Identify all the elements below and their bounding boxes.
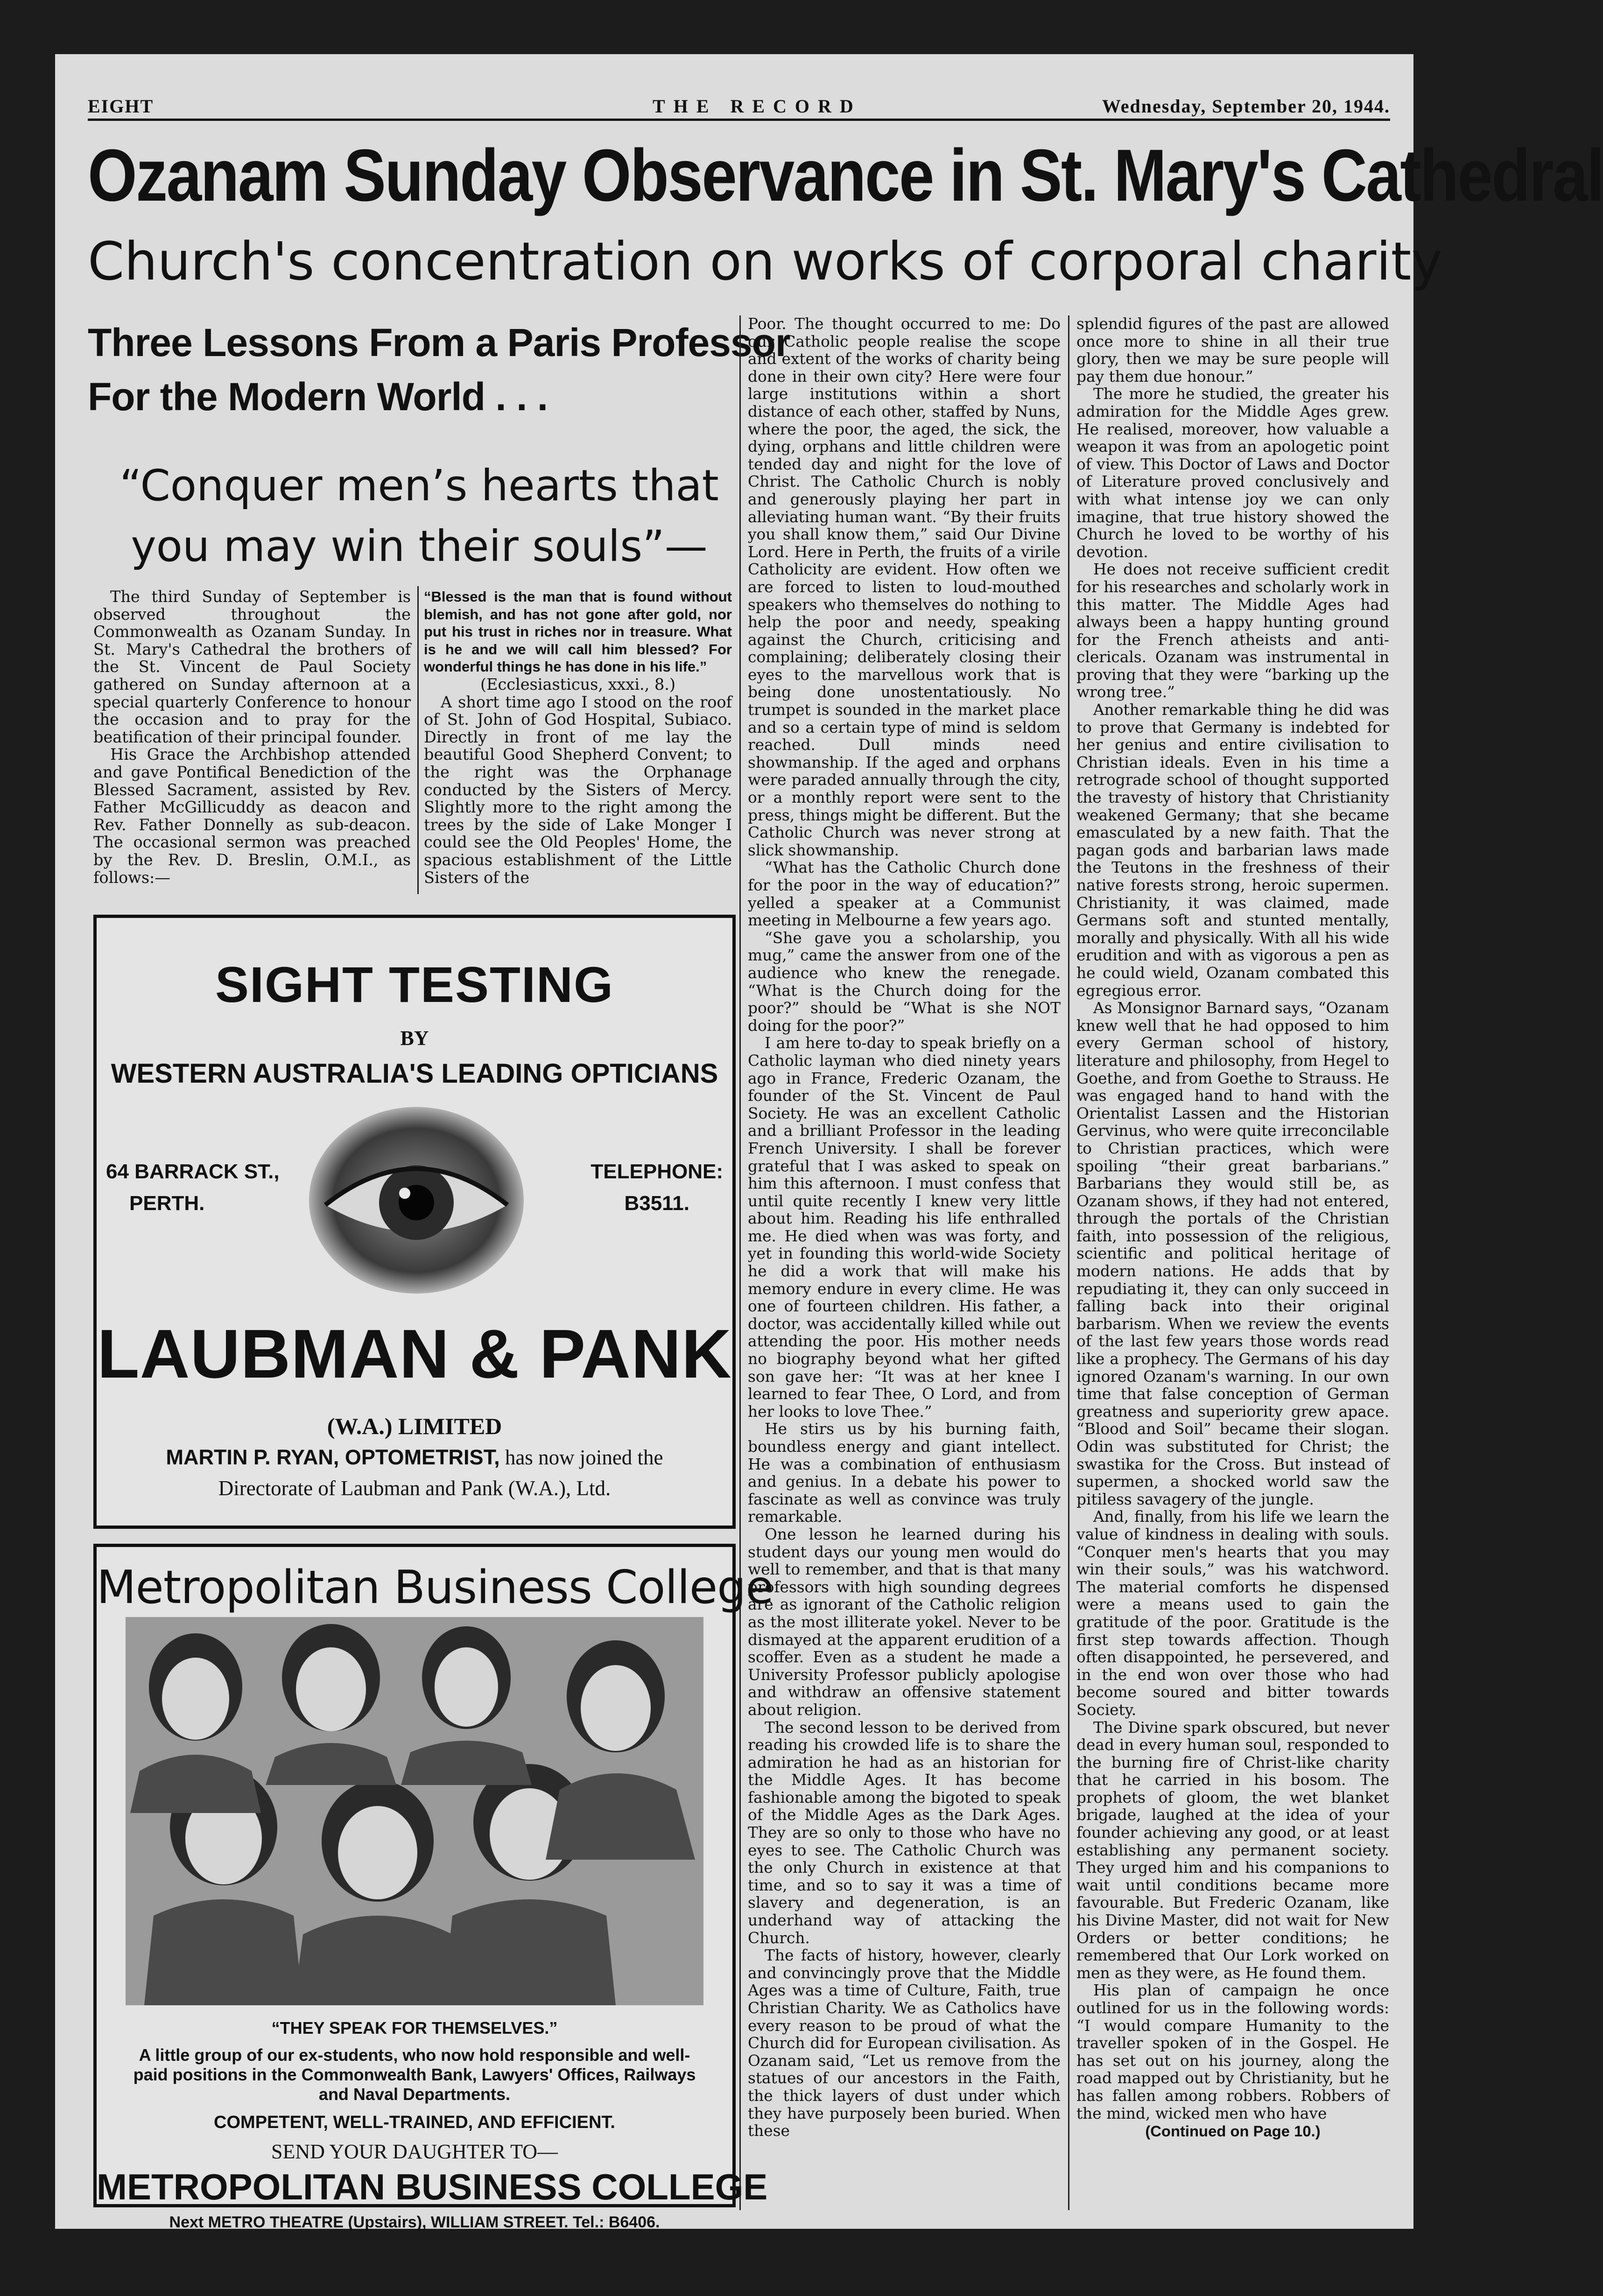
ad-notice — [97, 1445, 732, 1470]
article-paragraph: One lesson he learned during his student days our young men would do well to remember, and that is that many professors with high sounding degrees are as ignorant of the Catholic religion as the most illiterate yokel. Never to be dismayed at the apparent erudition of a scoffer. Even as a student he made a University Professor publicly apologise and withdraw an offensive statement about religion. — [748, 1525, 1061, 1719]
page-number: EIGHT — [88, 96, 154, 117]
article-paragraph: He does not receive sufficient credit for his researches and scholarly work in this matter. The Middle Ages had always been a happy hunting ground for the French atheists and anti-clericals. Ozanam was instrumental in proving that they were “barking up the wrong tree.” — [1076, 560, 1389, 701]
article-paragraph: “What has the Catholic Church done for the poor in the way of education?” yelled a speaker at a Communist meeting in Melbourne a few years ago. — [748, 859, 1061, 930]
article-paragraph: splendid figures of the past are allowed once more to shine in all their true glory, then we may be sure people will pay them due honour.” — [1076, 315, 1389, 385]
article-paragraph: The second lesson to be derived from reading his crowded life is to share the admiration he had as an historian for the Middle Ages. It has become fashionable among the bigoted to speak of the Middle Ages as the Dark Ages. They are so only to those who have no eyes to see. The Catholic Church was the only Church in existence at that time, and so to say it was a time of slavery and degeneration, is an underhand way of attacking the Church. — [748, 1718, 1061, 1947]
issue-date: Wednesday, September 20, 1944. — [1102, 96, 1390, 117]
article-paragraph: I am here to-day to speak briefly on a Catholic layman who died ninety years ago in France, Frederic Ozanam, the founder of the St. Vincent de Paul Society. He was an excellent Catholic and a brilliant Professor in the leading French University. I shall be forever grateful that I was asked to speak on him this afternoon. I must confess that until quite recently I knew very little about him. Reading his life enthralled me. He died when was was forty, and yet in founding this world-wide Society he did a work that will make his memory endure in every clime. He was one of fourteen children. His father, a doctor, was accidentally killed while out attending the poor. His mother needs no biography beyond what her gifted son gave her: “It was at her knee I learned to fear Thee, O Lord, and from her looks to love Thee.” — [748, 1034, 1061, 1421]
masthead: THE RECORD — [653, 96, 862, 117]
scripture-quote: “Blessed is the man that is found without blemish, and has not gone after gold, nor put his trust in riches nor in treasure. What is he and we will call him blessed? For wonderful things he has done in his life.” — [424, 588, 732, 675]
article-paragraph: He stirs us by his burning faith, boundless energy and giant intellect. He was a combination of enthusiasm and genius. In a debate his power to fascinate as well as convince was truly remarkable. — [748, 1420, 1061, 1526]
ad-by: BY — [400, 1027, 429, 1050]
main-headline: Ozanam Sunday Observance in St. Mary's Cathedral — [88, 134, 1603, 217]
college-name: METROPOLITAN BUSINESS COLLEGE — [97, 2166, 768, 2207]
telephone-number: B3511. — [624, 1192, 689, 1215]
page-header — [88, 95, 1390, 119]
article-paragraph: His plan of campaign he once outlined for us in the following words: “I would compare Humanity to the traveller spoken of in the Gospel. He has set out on his journey, along the road mapped out by Christianity, but he has fallen among robbers. Robbers of the mind, wicked men who have — [1076, 1981, 1389, 2122]
lessons-heading-line: For the Modern World . . . — [88, 375, 548, 419]
ad-notice-line2: Directorate of Laubman and Pank (W.A.), Ltd. — [218, 1477, 611, 1500]
ad-company-suffix: (W.A.) LIMITED — [327, 1413, 502, 1439]
article-paragraph: The more he studied, the greater his admiration for the Middle Ages grew. He realised, moreover, how valuable a weapon it was from an apologetic point of view. This Doctor of Laws and Doctor of Literature proved conclusively and with what intense joy we can only imagine, that true history showed the Church he loved to be worthy of his devotion. — [1076, 385, 1389, 561]
pull-quote-line: “Conquer men’s hearts that — [120, 461, 719, 511]
ad-notice-rest: has now joined the — [499, 1446, 663, 1469]
ad-tagline: WESTERN AUSTRALIA'S LEADING OPTICIANS — [111, 1058, 718, 1089]
college-slogan: COMPETENT, WELL-TRAINED, AND EFFICIENT. — [214, 2113, 615, 2132]
students-description: A little group of our ex-students, who now hold responsible and well-paid positions in the Commonwealth Bank, Lawyers' Offices, Railways and Naval Departments. — [133, 2045, 696, 2104]
column-rule — [1068, 315, 1069, 2210]
column-rule — [739, 315, 741, 2210]
article-paragraph: The third Sunday of September is observed throughout the Commonwealth as Ozanam Sunday. In St. Mary's Cathedral the brothers of the St. Vincent de Paul Society gathered on Sunday afternoon at a special quarterly Conference to honour the occasion and to pray for the beatification of their principal founder. — [93, 588, 411, 746]
article-column-4 — [1076, 315, 1389, 2140]
article-column-2 — [424, 588, 732, 886]
college-send: SEND YOUR DAUGHTER TO— — [271, 2140, 558, 2163]
students-photo — [126, 1617, 703, 2005]
scripture-citation: (Ecclesiasticus, xxxi., 8.) — [480, 675, 676, 693]
continued-note: (Continued on Page 10.) — [1145, 2122, 1321, 2140]
article-paragraph: Poor. The thought occurred to me: Do our Catholic people realise the scope and extent of the works of charity being done in their own city? Here were four large institutions within a short distance of each other, staffed by Nuns, where the poor, the aged, the sick, the dying, orphans and little children were tended day and night for the love of Christ. The Catholic Church is nobly and generously playing her part in alleviating human want. “By their fruits you shall know them,” said Our Divine Lord. Here in Perth, the fruits of a virile Catholicity are evident. How often we are forced to listen to loud-mouthed speakers who themselves do nothing to help the poor and needy, speaking against the Church, criticising and complaining; deliberately closing their eyes to the marvellous work that is being done unostentatiously. No trumpet is sounded in the market place and so a certain type of mind is seldom reached. Dull minds need showmanship. If the aged and orphans were paraded annually through the city, or a monthly report were sent to the press, things might be different. But the Catholic Church was never strong at slick showmanship. — [748, 315, 1061, 859]
article-column-3 — [748, 315, 1061, 2140]
sub-headline: Church's concentration on works of corporal charity — [88, 231, 1442, 292]
ad-address — [106, 1156, 280, 1219]
article-paragraph: As Monsignor Barnard says, “Ozanam knew well that he had opposed to him every German school of history, literature and philosophy, from Hegel to Goethe, and from Goethe to Strauss. He was engaged hand to hand with the Orientalist Lassen and the Historian Gervinus, who were quite irreconcilable to Christian practices, which were spoiling “their great barbarians.” Barbarians they would still be, as Ozanam shows, if they had not entered, through the portals of the Christian faith, into possession of the religious, scientific and political heritage of modern nations. He adds that by repudiating it, they can only succeed in falling back into their original barbarism. When we review the events of the last few years those words read like a prophecy. The Germans of his day ignored Ozanam's warning. In our own time that false conception of German greatness and superiority grew apace. “Blood and Soil” became their slogan. Odin was substituted for Christ; the swastika for the Cross. But instead of supermen, a shocked world saw the pitiless savagery of the jungle. — [1076, 999, 1389, 1508]
students-photo-image — [126, 1617, 703, 2005]
article-paragraph: Another remarkable thing he did was to prove that Germany is indebted for her genius and entire civilisation to Christian ideals. Even in his time a retrograde school of thought supported the travesty of history that Christianity weakened Germany; that she became emasculated by a new faith. That the pagan gods and barbarian laws made the Teutons in the freshness of their native forests strong, heroic supermen. Christianity, it was claimed, made Germans soft and stunted mentally, morally and physically. With all his wide erudition and with as vigorous a pen as he could wield, Ozanam combated this egregious error. — [1076, 701, 1389, 1000]
address-line: PERTH. — [129, 1192, 205, 1215]
ad-notice-name: MARTIN P. RYAN, OPTOMETRIST, — [166, 1445, 500, 1469]
ad-title: SIGHT TESTING — [215, 956, 614, 1013]
college-title: Metropolitan Business College — [97, 1561, 773, 1614]
article-paragraph: A short time ago I stood on the roof of St. John of God Hospital, Subiaco. Directly in front of me lay the beautiful Good Shepherd Convent; to the right was the Orphanage conducted by the Sisters of Mercy. Slightly more to the right among the trees by the side of Lake Monger I could see the Old Peoples' Home, the spacious establishment of the Little Sisters of the — [424, 693, 732, 887]
ad-company: LAUBMAN & PANK — [97, 1316, 732, 1393]
article-paragraph: “She gave you a scholarship, you mug,” came the answer from one of the audience who knew the renegade. “What is the Church doing for the poor?” should be “What is she NOT doing for the poor?” — [748, 929, 1061, 1035]
lessons-heading-line: Three Lessons From a Paris Professor — [88, 321, 790, 364]
article-paragraph: His Grace the Archbishop attended and gave Pontifical Benediction of the Blessed Sacrament, assisted by Rev. Father McGillicuddy as deacon and Rev. Father Donnelly as sub-deacon. The occasional sermon was preached by the Rev. D. Breslin, O.M.I., as follows:— — [93, 745, 411, 887]
college-address: Next METRO THEATRE (Upstairs), WILLIAM STREET. Tel.: B6406. — [169, 2213, 660, 2231]
article-paragraph: The Divine spark obscured, but never dead in every human soul, responded to the burning fire of Christ-like charity that he carried in his bosom. The prophets of gloom, the wet blanket brigade, laughed at the idea of your founder achieving any good, or at least establishing any permanent society. They urged him and his companions to wait until conditions became more favourable. But Frederic Ozanam, like his Divine Master, did not wait for New Orders or better conditions; he remembered that Our Lork worked on men as they were, as He found them. — [1076, 1718, 1389, 1982]
lessons-heading — [88, 315, 790, 424]
header-rule — [88, 119, 1390, 121]
telephone-label: TELEPHONE: — [591, 1160, 723, 1183]
pull-quote — [88, 455, 751, 577]
newspaper-page — [55, 54, 1603, 2231]
address-line: 64 BARRACK ST., — [106, 1160, 280, 1183]
article-paragraph: The facts of history, however, clearly and convincingly prove that the Middle Ages was a time of Culture, Faith, true Christian Charity. We as Catholics have every reason to be proud of what the Church did for European civilisation. As Ozanam said, “Let us remove from the statues of our ancestors in the Faith, the thick layers of dust under which they have purposely been buried. When these — [748, 1946, 1061, 2140]
column-rule — [417, 586, 419, 894]
article-column-1 — [93, 588, 411, 886]
college-advertisement — [93, 1544, 773, 2231]
photo-caption: “THEY SPEAK FOR THEMSELVES.” — [271, 2018, 558, 2037]
ad-telephone — [591, 1156, 723, 1219]
pull-quote-line: you may win their souls”— — [131, 521, 708, 571]
optician-advertisement — [93, 915, 736, 1529]
eye-photo — [307, 1105, 526, 1296]
article-paragraph: And, finally, from his life we learn the value of kindness in dealing with souls. “Conquer men's hearts that you may win their souls,” was his watchword. The material comforts he dispensed were a means used to gain the gratitude of the poor. Gratitude is the first step towards affection. Though often disappointed, he persevered, and in the end won over those who had become soured and bitter towards Society. — [1076, 1508, 1389, 1719]
